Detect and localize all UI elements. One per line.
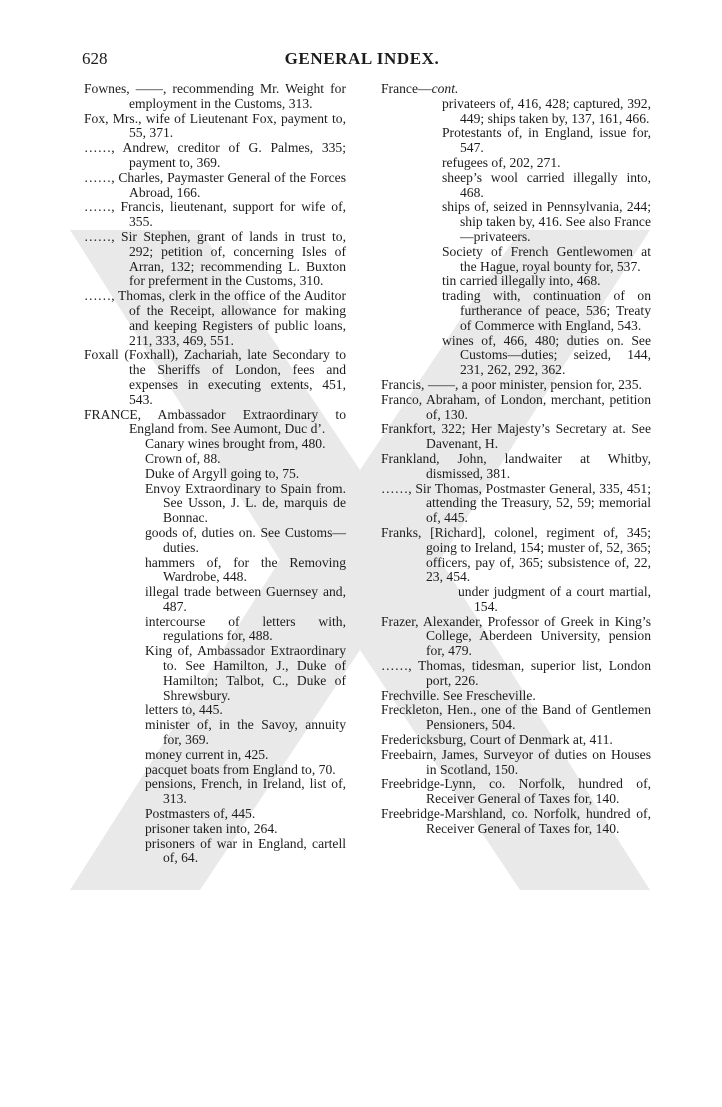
index-entry: ……, Andrew, creditor of G. Palmes, 335; payment to, 369. xyxy=(84,140,346,170)
index-entry: Postmasters of, 445. xyxy=(145,806,256,822)
index-entry: ……, Sir Thomas, Postmaster General, 335, 451; attending the Treasury, 52, 59; memorial of, 445. xyxy=(381,480,651,526)
index-entry: hammers of, for the Removing Wardrobe, 448. xyxy=(145,554,346,585)
page-number: 628 xyxy=(82,49,108,68)
index-entry: Franks, [Richard], colonel, regiment of, 345; going to Ireland, 154; muster of, 52, 365; officers, pay of, 365; subsistence of, 22, 23, 454. xyxy=(381,524,651,585)
index-entry: minister of, in the Savoy, annuity for, 369. xyxy=(145,717,346,748)
index-entry: Crown of, 88. xyxy=(145,450,221,466)
index-entry: ……, Francis, lieutenant, support for wife of, 355. xyxy=(84,199,346,230)
index-column-left xyxy=(84,82,346,866)
index-entry: pacquet boats from England to, 70. xyxy=(145,761,336,777)
index-entry: tin carried illegally into, 468. xyxy=(442,273,601,289)
index-entry: Freebridge-Marshland, co. Norfolk, hundred of, Receiver General of Taxes for, 140. xyxy=(381,806,651,836)
index-entry: Frankland, John, landwaiter at Whitby, dismissed, 381. xyxy=(381,450,651,481)
index-entry: sheep’s wool carried illegally into, 468. xyxy=(442,169,651,200)
index-entry: privateers of, 416, 428; captured, 392, 449; ships taken by, 137, 161, 466. xyxy=(442,95,651,126)
index-entry: ……, Thomas, tidesman, superior list, London port, 226. xyxy=(381,658,651,688)
index-entry: FRANCE, Ambassador Extraordinary to England from. See Aumont, Duc d’. xyxy=(84,406,346,437)
index-entry: Protestants of, in England, issue for, 547. xyxy=(442,125,651,156)
index-entry: intercourse of letters with, regulations for, 488. xyxy=(145,613,346,644)
index-entry: Fredericksburg, Court of Denmark at, 411. xyxy=(381,732,613,748)
index-entry: goods of, duties on. See Customs—duties. xyxy=(145,524,346,555)
index-entry: prisoner taken into, 264. xyxy=(145,820,278,836)
continuation-name: France— xyxy=(381,81,432,96)
index-entry: refugees of, 202, 271. xyxy=(442,154,561,170)
index-column-right xyxy=(381,82,651,837)
index-entry: Canary wines brought from, 480. xyxy=(145,436,326,452)
index-entry: illegal trade between Guernsey and, 487. xyxy=(145,584,346,614)
index-entry: Frechville. See Frescheville. xyxy=(381,687,536,703)
index-entry: Freebairn, James, Surveyor of duties on Houses in Scotland, 150. xyxy=(381,746,651,777)
index-entry: Frazer, Alexander, Professor of Greek in King’s College, Aberdeen University, pension for, 479. xyxy=(381,613,651,659)
index-entry: Franco, Abraham, of London, merchant, petition of, 130. xyxy=(381,391,651,422)
index-entry: King of, Ambassador Extraordinary to. See Hamilton, J., Duke of Hamilton; Talbot, C., Duke of Shrewsbury. xyxy=(145,643,346,703)
running-title: GENERAL INDEX. xyxy=(284,49,440,68)
index-entry: pensions, French, in Ireland, list of, 313. xyxy=(145,776,346,807)
index-entry: ships of, seized in Pennsylvania, 244; ship taken by, 416. See also France—privateers. xyxy=(442,199,651,244)
index-entry: under judgment of a court martial, 154. xyxy=(458,584,651,614)
index-entry: Foxall (Foxhall), Zachariah, late Secondary to the Sheriffs of London, fees and expenses in executing extents, 451, 543. xyxy=(84,347,346,407)
index-entry: money current in, 425. xyxy=(145,746,269,762)
index-entry: Frankfort, 322; Her Majesty’s Secretary at. See Davenant, H. xyxy=(381,421,651,452)
index-entry: ……, Charles, Paymaster General of the Forces Abroad, 166. xyxy=(84,169,346,200)
index-entry: prisoners of war in England, cartell of, 64. xyxy=(145,835,346,866)
index-entry: Envoy Extraordinary to Spain from. See Usson, J. L. de, marquis de Bonnac. xyxy=(145,480,346,526)
index-entry: Freckleton, Hen., one of the Band of Gentlemen Pensioners, 504. xyxy=(381,702,651,733)
continuation-label: cont. xyxy=(431,81,459,96)
index-entry: trading with, continuation of on furtherance of peace, 536; Treaty of Commerce with England, 543. xyxy=(442,288,651,333)
index-entry: Duke of Argyll going to, 75. xyxy=(145,465,300,481)
continuation-heading xyxy=(381,82,651,97)
index-entry: ……, Sir Stephen, grant of lands in trust to, 292; petition of, concerning Isles of Arran, 132; recommending L. Buxton for preferment in the Customs, 310. xyxy=(84,228,346,289)
index-entry: wines of, 466, 480; duties on. See Customs—duties; seized, 144, 231, 262, 292, 362. xyxy=(442,332,651,378)
page-header xyxy=(82,49,642,71)
index-entry: Society of French Gentlewomen at the Hague, royal bounty for, 537. xyxy=(442,243,651,274)
index-entry: Fownes, ——, recommending Mr. Weight for employment in the Customs, 313. xyxy=(84,81,346,111)
index-entry: Fox, Mrs., wife of Lieutenant Fox, payment to, 55, 371. xyxy=(84,110,346,141)
index-entry: ……, Thomas, clerk in the office of the Auditor of the Receipt, allowance for making and keeping Registers of public loans, 211, 333, 469, 551. xyxy=(84,288,346,348)
index-entry: letters to, 445. xyxy=(145,702,223,718)
index-entry: Francis, ——, a poor minister, pension for, 235. xyxy=(381,376,642,392)
index-entry: Freebridge-Lynn, co. Norfolk, hundred of, Receiver General of Taxes for, 140. xyxy=(381,776,651,807)
